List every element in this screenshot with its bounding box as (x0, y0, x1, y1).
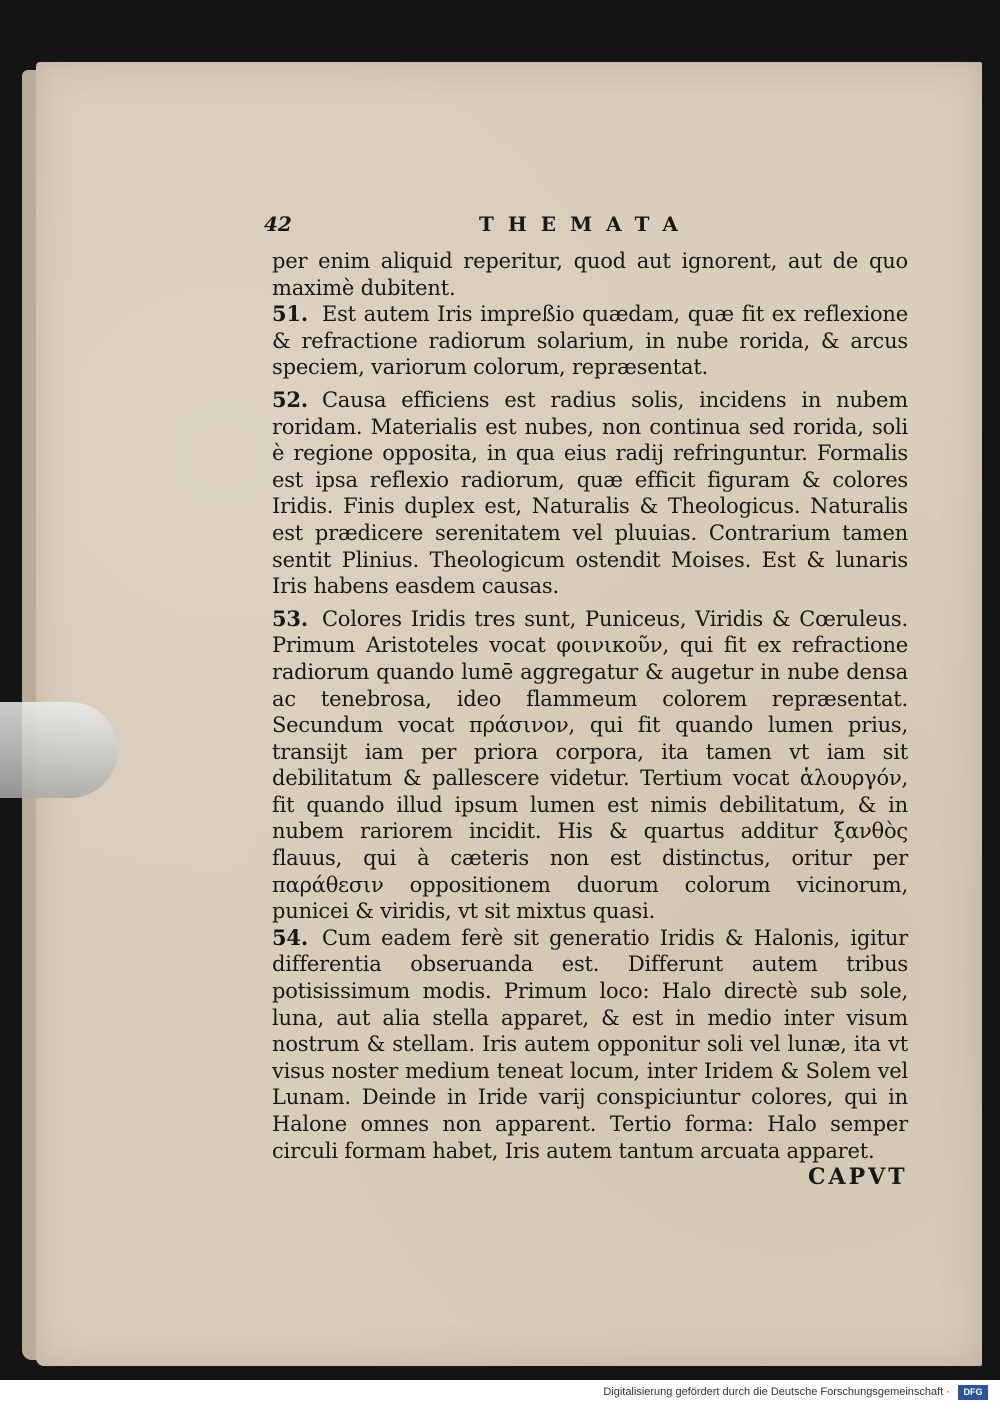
page-header (264, 212, 914, 242)
thesis-number: 51. (272, 301, 308, 327)
book-page (36, 62, 982, 1366)
dfg-logo: DFG (958, 1385, 988, 1400)
thesis-number: 54. (272, 924, 308, 950)
paragraph-text: Est autem Iris impreßio quædam, quæ fit ex reflexione & refractione radiorum solarium, in nube rorida, & arcus speciem, variorum colorum, repræsentat. (272, 302, 908, 380)
page-clip (0, 702, 118, 798)
paragraph-52 (272, 387, 908, 600)
funding-credit: Digitalisierung gefördert durch die Deutsche Forschungsgemeinschaft · (603, 1386, 950, 1398)
catchword: CAPVT (808, 1164, 908, 1190)
body-text (272, 248, 908, 1164)
paragraph-continuation (272, 248, 908, 301)
footer-bar (0, 1380, 1000, 1407)
paragraph-text: Causa efficiens est radius solis, incidens in nubem roridam. Materialis est nubes, non continua sed rorida, soli è regione opposita, in qua eius radij refringuntur. Formalis est ipsa reflexio radiorum, quæ efficit figuram & colores Iridis. Finis duplex est, Naturalis & Theologicus. Naturalis est prædicere serenitatem vel pluuias. Contrarium tamen sentit Plinius. Theologicum ostendit Moises. Est & lunaris Iris habens easdem causas. (272, 387, 908, 599)
paragraph-text: per enim aliquid reperitur, quod aut ignorent, aut de quo maximè dubitent. (272, 249, 908, 300)
folio-number: 42 (264, 212, 292, 236)
thesis-number: 52. (272, 386, 308, 412)
thesis-number: 53. (272, 605, 308, 631)
running-title: THEMATA (479, 212, 692, 236)
paragraph-54 (272, 925, 908, 1164)
paragraph-text: Cum eadem ferè sit generatio Iridis & Halonis, igitur differentia obseruanda est. Differunt autem tribus potisissimum modis. Primum loco: Halo directè sub sole, luna, aut alia stella apparet, & est in medio inter visum nostrum & stellam. Iris autem opponitur soli vel lunæ, ita vt visus noster medium teneat locum, inter Iridem & Solem vel Lunam. Deinde in Iride varij conspiciuntur colores, qui in Halone omnes non apparent. Tertio forma: Halo semper circuli formam habet, Iris autem tantum arcuata apparet. (272, 925, 908, 1163)
paragraph-53 (272, 606, 908, 925)
paragraph-text: Colores Iridis tres sunt, Puniceus, Viridis & Cœruleus. Primum Aristoteles vocat φοινικοῦν, qui fit ex refractione radiorum quando lumē aggregatur & augetur in nube densa ac tenebrosa, ideo flammeum colorem repræsentat. Secundum vocat πράσινον, qui fit quando lumen prius, transijt iam per priora corpora, ita tamen vt iam sit debilitatum & pallescere videtur. Tertium vocat ἁλουργόν, fit quando illud ipsum lumen est nimis debilitatum, & in nubem rariorem incidit. His & quartus additur ξανθὸς flauus, qui à cæteris non est distinctus, oritur per παράθεσιν oppositionem duorum colorum vicinorum, punicei & viridis, vt sit mixtus quasi. (272, 606, 908, 924)
paragraph-51 (272, 301, 908, 381)
